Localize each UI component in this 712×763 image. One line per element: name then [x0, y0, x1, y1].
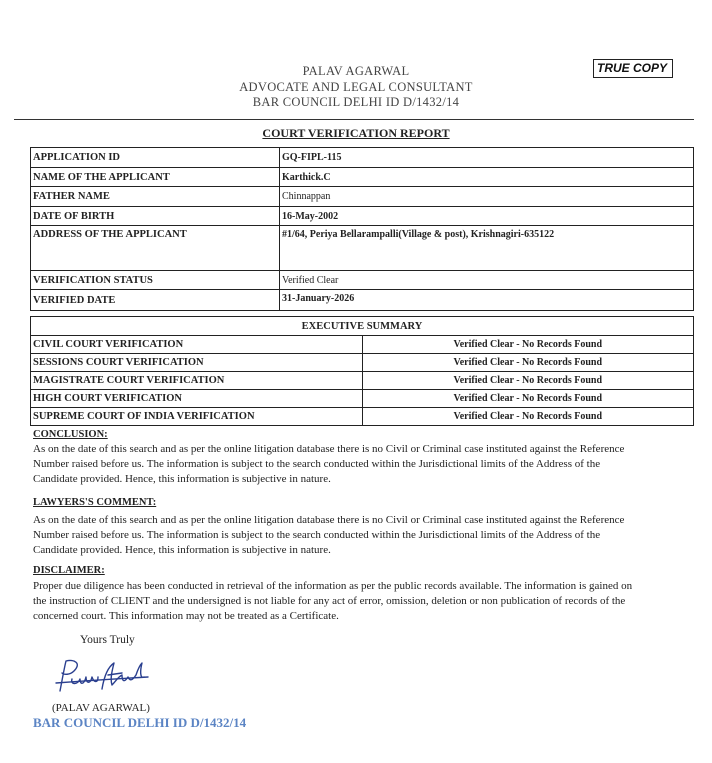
table-row [31, 168, 694, 187]
table-row [31, 207, 694, 226]
detail-label: DATE OF BIRTH [31, 207, 280, 226]
table-row [31, 336, 694, 354]
conclusion-line: Number raised before us. The information is subject to the search conducted within the Jurisdictional limits of the Address of the [33, 458, 601, 470]
table-row [31, 271, 694, 290]
footer-bar-council-id: BAR COUNCIL DELHI ID D/1432/14 [33, 715, 247, 730]
table-row [31, 148, 694, 168]
detail-value: Chinnappan [280, 187, 694, 207]
conclusion-line: Candidate provided. Hence, this information is subjective in nature. [33, 473, 331, 485]
conclusion-heading: CONCLUSION: [33, 429, 108, 440]
comment-line: As on the date of this search and as per the online litigation database there is no Civil or Criminal case instituted against the Reference [33, 514, 625, 526]
lawyers-comment-text [33, 513, 685, 558]
detail-label: APPLICATION ID [31, 148, 280, 168]
disclaimer-text [33, 579, 685, 624]
summary-result: Verified Clear - No Records Found [362, 390, 694, 408]
true-copy-stamp: TRUE COPY [593, 59, 673, 78]
comment-line: Number raised before us. The information is subject to the search conducted within the Jurisdictional limits of the Address of the [33, 529, 601, 541]
conclusion-line: As on the date of this search and as per the online litigation database there is no Civil or Criminal case instituted against the Reference [33, 443, 625, 455]
lawyers-comment-heading: LAWYERS'S COMMENT: [33, 497, 157, 508]
detail-label: FATHER NAME [31, 187, 280, 207]
summary-result: Verified Clear - No Records Found [362, 372, 694, 390]
advocate-name: PALAV AGARWAL [302, 64, 410, 78]
closing-salutation: Yours Truly [80, 634, 135, 646]
detail-label: NAME OF THE APPLICANT [31, 168, 280, 187]
summary-label: CIVIL COURT VERIFICATION [31, 336, 363, 354]
summary-result: Verified Clear - No Records Found [362, 336, 694, 354]
detail-value: Verified Clear [280, 271, 694, 290]
comment-line: Candidate provided. Hence, this information is subjective in nature. [33, 544, 331, 556]
disclaimer-line: Proper due diligence has been conducted in retrieval of the information as per the public records available. The information is gained on [33, 580, 633, 592]
table-row [31, 372, 694, 390]
disclaimer-line: the instruction of CLIENT and the undersigned is not liable for any act of error, omission, deletion or non publication of records of the [33, 595, 626, 607]
table-row [31, 317, 694, 336]
table-row [31, 226, 694, 271]
table-row [31, 290, 694, 311]
header-divider [14, 119, 694, 120]
table-row [31, 408, 694, 426]
detail-label: VERIFICATION STATUS [31, 271, 280, 290]
summary-label: SUPREME COURT OF INDIA VERIFICATION [31, 408, 363, 426]
detail-label: ADDRESS OF THE APPLICANT [31, 226, 280, 271]
table-row [31, 187, 694, 207]
summary-label: MAGISTRATE COURT VERIFICATION [31, 372, 363, 390]
disclaimer-heading: DISCLAIMER: [33, 565, 105, 576]
summary-title: EXECUTIVE SUMMARY [31, 317, 694, 336]
detail-value: #1/64, Periya Bellarampalli(Village & post), Krishnagiri-635122 [280, 226, 694, 271]
executive-summary-table [30, 316, 694, 426]
conclusion-text [33, 442, 685, 487]
applicant-details-table [30, 147, 694, 311]
summary-result: Verified Clear - No Records Found [362, 354, 694, 372]
table-row [31, 354, 694, 372]
detail-label: VERIFIED DATE [31, 290, 280, 311]
summary-label: HIGH COURT VERIFICATION [31, 390, 363, 408]
detail-value: Karthick.C [280, 168, 694, 187]
report-title: COURT VERIFICATION REPORT [262, 126, 450, 140]
detail-value: 31-January-2026 [280, 290, 694, 311]
signatory-name: (PALAV AGARWAL) [52, 702, 150, 714]
detail-value: GQ-FIPL-115 [280, 148, 694, 168]
detail-value: 16-May-2002 [280, 207, 694, 226]
disclaimer-line: concerned court. This information may not be treated as a Certificate. [33, 610, 339, 622]
bar-council-id: BAR COUNCIL DELHI ID D/1432/14 [252, 95, 460, 109]
summary-label: SESSIONS COURT VERIFICATION [31, 354, 363, 372]
summary-result: Verified Clear - No Records Found [362, 408, 694, 426]
table-row [31, 390, 694, 408]
handwritten-signature [52, 655, 152, 697]
advocate-designation: ADVOCATE AND LEGAL CONSULTANT [239, 79, 473, 94]
